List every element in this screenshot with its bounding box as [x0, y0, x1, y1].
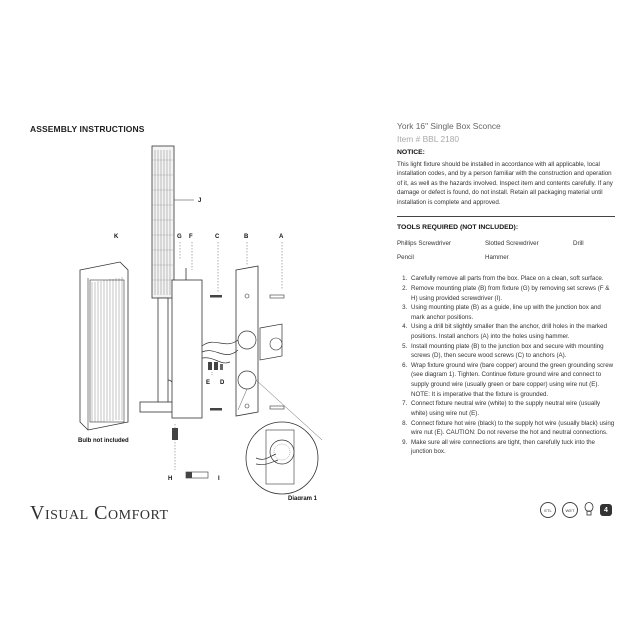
shade-illustration: [80, 262, 128, 430]
label-f: F: [189, 234, 193, 240]
label-h: H: [168, 476, 173, 482]
tools-list: [397, 239, 615, 262]
screw-c-bottom: [210, 408, 222, 411]
step-item: 8. Connect fixture hot wire (black) to the supply hot wire (usually black) using wire nut (E). CAUTION: Do not reverse the hot and neutral connections.: [409, 419, 615, 438]
page-heading: ASSEMBLY INSTRUCTIONS: [30, 124, 145, 134]
step-item: 4. Using a drill bit slightly smaller than the anchor, drill holes in the marked positions. Install anchors (A) into the holes using hammer.: [409, 322, 615, 341]
wire-nut-1: [208, 362, 212, 370]
label-g: G: [177, 234, 182, 240]
step-item: 9. Make sure all wire connections are tight, then carefully tuck into the junction box.: [409, 438, 615, 457]
bulb-note: Bulb not included: [78, 438, 129, 444]
wire-nut-2: [214, 362, 218, 370]
tool-item: Hammer: [485, 253, 509, 261]
step-item: 6. Wrap fixture ground wire (bare copper) around the green grounding screw (see diagram 1). Tighten. Continue fixture ground wire and connect to supply ground wire (usually green or bare copper) using wire nut (E). NOTE: It is imperative that the fixture is grounded.: [409, 361, 615, 399]
label-b: B: [244, 234, 249, 240]
label-a: A: [279, 234, 284, 240]
step-item: 7. Connect fixture neutral wire (white) to the supply neutral wire (usually white) using wire nut (E).: [409, 399, 615, 418]
step-item: 1. Carefully remove all parts from the box. Place on a clean, soft surface.: [409, 274, 615, 284]
anchor-bottom: [270, 406, 284, 409]
label-d: D: [220, 380, 225, 386]
step-list: [397, 274, 615, 457]
tool-item: Pencil: [397, 253, 414, 261]
tools-heading: TOOLS REQUIRED (NOT INCLUDED):: [397, 223, 519, 231]
bulb-icon: [584, 502, 594, 518]
step-item: 3. Using mounting plate (B) as a guide, line up with the junction box and mark anchor positions.: [409, 303, 615, 322]
brand-logo: Visual Comfort: [30, 502, 169, 524]
tool-item: Drill: [573, 240, 584, 248]
tool-item: Phillips Screwdriver: [397, 240, 451, 248]
assembly-diagram: [60, 140, 350, 500]
etl-icon: ETL: [540, 502, 556, 518]
item-number: Item # BBL 2180: [397, 134, 460, 145]
section-divider: [397, 216, 615, 217]
tool-item: Slotted Screwdriver: [485, 240, 539, 248]
notice-heading: NOTICE:: [397, 149, 425, 157]
label-i: I: [218, 476, 220, 482]
step-item: 2. Remove mounting plate (B) from fixture (G) by removing set screws (F & H) using provided screwdriver (I).: [409, 284, 615, 303]
instructions-panel: [397, 120, 615, 457]
label-e: E: [206, 380, 211, 386]
label-j: J: [198, 198, 202, 204]
set-screw-h: [172, 428, 178, 440]
diagram-caption: Diagram 1: [288, 496, 318, 500]
fixture-arm: [158, 298, 168, 408]
label-k: K: [114, 234, 119, 240]
screw-c-top: [210, 295, 222, 298]
label-c: C: [215, 234, 220, 240]
bulb-illustration: [152, 146, 174, 298]
wet-rated-icon: WET: [562, 502, 578, 518]
notice-text: This light fixture should be installed in accordance with all applicable, local installation codes, and by a person familiar with the construction and operation of it, as well as the hazards involved. Inspect item and contents carefully. If any damage or defect is found, do not install. Retain all packaging material until installation is complete and approved.: [397, 160, 613, 206]
step-item: 5. Install mounting plate (B) to the junction box and secure with mounting screws (D), then secure wood screws (C) to anchors (A).: [409, 342, 615, 361]
bulb-count-badge: 4: [600, 504, 612, 516]
anchor-top: [270, 295, 284, 298]
product-title: York 16" Single Box Sconce: [397, 121, 501, 131]
certification-icons: [540, 502, 612, 518]
backplate: [172, 280, 202, 418]
mounting-screw: [220, 364, 223, 370]
